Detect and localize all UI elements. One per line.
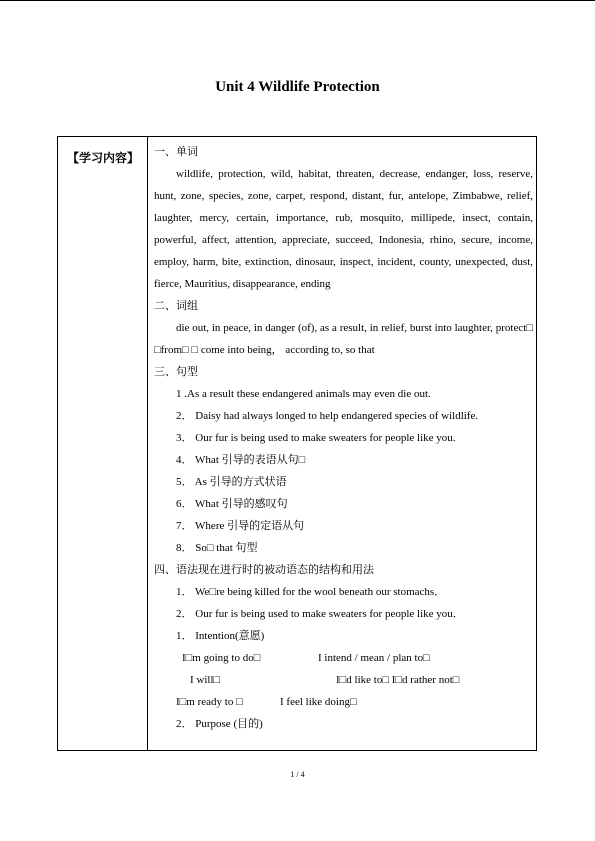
phrases-list: die out, in peace, in danger (of), as a result, in relief, burst into laughter, protect□ □from□ □ come into being， according to, so that (154, 322, 533, 356)
pattern-item: 2． Daisy had always longed to help endangered species of wildlife. (176, 410, 479, 422)
content-cell (154, 141, 533, 735)
intention-phrase: I feel like doing□ (280, 696, 357, 708)
phrases-heading: 二、词组 (154, 299, 198, 312)
pattern-item: 3． Our fur is being used to make sweaters for people like you. (176, 432, 456, 444)
words-heading: 一、单词 (154, 145, 198, 158)
intention-row (154, 647, 533, 669)
pattern-item: 8． So□ that 句型 (176, 542, 258, 554)
intention-heading: 1． Intention(意愿) (176, 630, 265, 642)
purpose-heading: 2． Purpose (目的) (176, 718, 263, 730)
grammar-heading: 四、语法现在进行时的被动语态的结构和用法 (154, 563, 374, 576)
pattern-item: 7． Where 引导的定语从句 (176, 520, 305, 532)
top-rule (0, 0, 595, 1)
intention-row (154, 691, 533, 713)
grammar-example: 2． Our fur is being used to make sweaters for people like you． (176, 608, 464, 620)
grammar-example: 1． We□re being killed for the wool beneath our stomachs． (176, 586, 446, 598)
words-list: wildlife, protection, wild, habitat, threaten, decrease, endanger, loss, reserve, hunt, zone, species, zone, carpet, respond, distant, fur, antelope, Zimbabwe, relief, laughter, mercy, certain, importance, rub, mosquito, millipede, insect, contain, powerful, affect, attention, appreciate, succeed, Indonesia, rhino, secure, income, employ, harm, bite, extinction, dinosaur, inspect, incident, county, unexpected, dust, fierce, Mauritius, disappearance, ending (154, 168, 533, 290)
column-divider (147, 137, 148, 750)
intention-phrase: I□m going to do□ (182, 652, 261, 664)
pattern-item: 1 .As a result these endangered animals may even die out. (176, 388, 431, 400)
intention-phrase: I will□ (190, 674, 221, 686)
intention-phrase: I□d like to□ I□d rather not□ (336, 674, 460, 686)
intention-phrase: I□m ready to □ (176, 696, 243, 708)
intention-phrase: I intend / mean / plan to□ (318, 652, 430, 664)
intention-row (154, 669, 533, 691)
content-table (57, 136, 537, 751)
page-number: 1 / 4 (290, 770, 305, 779)
page-title: Unit 4 Wildlife Protection (215, 79, 380, 95)
pattern-item: 5． As 引导的方式状语 (176, 476, 287, 488)
left-label: 【学习内容】 (67, 151, 140, 165)
pattern-item: 4． What 引导的表语从句□ (176, 454, 306, 466)
patterns-heading: 三、句型 (154, 365, 198, 378)
pattern-item: 6． What 引导的感叹句 (176, 498, 288, 510)
